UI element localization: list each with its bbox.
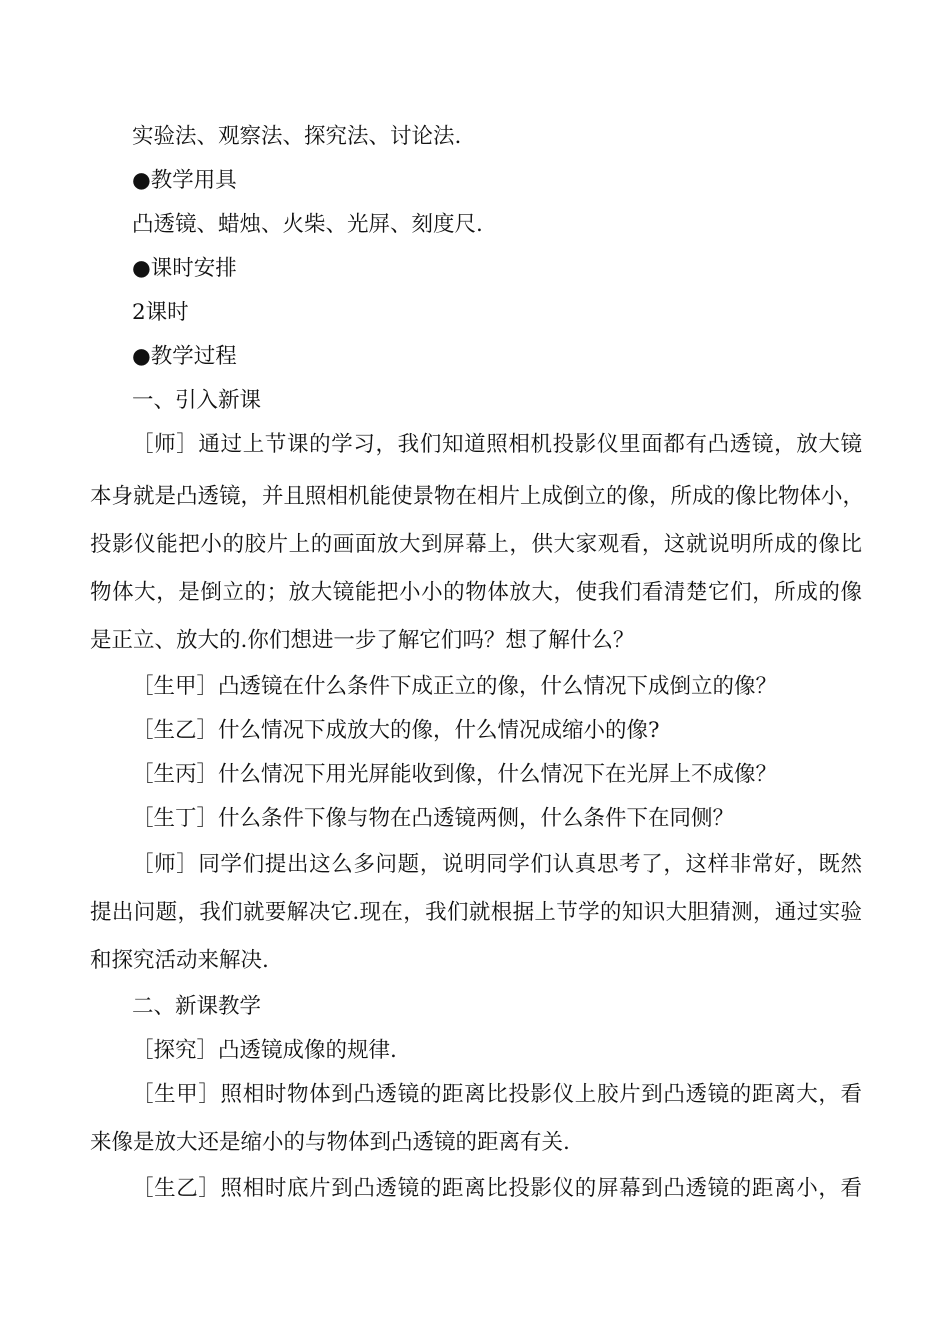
paragraph-line: ［师］同学们提出这么多问题，说明同学们认真思考了，这样非常好，既然: [132, 852, 862, 877]
dialogue-line: ［生丁］什么条件下像与物在凸透镜两侧，什么条件下在同侧？: [132, 806, 735, 831]
paragraph-line: 来像是放大还是缩小的与物体到凸透镜的距离有关.: [90, 1130, 570, 1155]
paragraph-line: 和探究活动来解决.: [90, 948, 269, 973]
section-heading-schedule: ●课时安排: [132, 256, 237, 281]
paragraph-line: 是正立、放大的.你们想进一步了解它们吗？想了解什么？: [90, 628, 635, 653]
methods-text: 实验法、观察法、探究法、讨论法.: [132, 124, 462, 149]
section-heading-tools: ●教学用具: [132, 168, 237, 193]
paragraph-line: 投影仪能把小的胶片上的画面放大到屏幕上，供大家观看，这就说明所成的像比: [90, 532, 862, 557]
paragraph-line: 物体大，是倒立的；放大镜能把小小的物体放大，使我们看清楚它们，所成的像: [90, 580, 862, 605]
tools-text: 凸透镜、蜡烛、火柴、光屏、刻度尺.: [132, 212, 483, 237]
dialogue-line: ［生甲］凸透镜在什么条件下成正立的像，什么情况下成倒立的像？: [132, 674, 778, 699]
schedule-text: 2课时: [132, 300, 189, 325]
dialogue-line: ［生丙］什么情况下用光屏能收到像，什么情况下在光屏上不成像？: [132, 762, 778, 787]
paragraph-line: ［生甲］照相时物体到凸透镜的距离比投影仪上胶片到凸透镜的距离大，看: [132, 1082, 862, 1107]
paragraph-line: ［生乙］照相时底片到凸透镜的距离比投影仪的屏幕到凸透镜的距离小，看: [132, 1176, 862, 1201]
paragraph-line: ［师］通过上节课的学习，我们知道照相机投影仪里面都有凸透镜，放大镜: [132, 432, 862, 457]
section-heading-process: ●教学过程: [132, 344, 237, 369]
dialogue-line: ［生乙］什么情况下成放大的像，什么情况成缩小的像?: [132, 718, 660, 743]
explore-line: ［探究］凸透镜成像的规律.: [132, 1038, 397, 1063]
paragraph-line: 本身就是凸透镜，并且照相机能使景物在相片上成倒立的像，所成的像比物体小，: [90, 484, 865, 509]
paragraph-line: 提出问题，我们就要解决它.现在，我们就根据上节学的知识大胆猜测，通过实验: [90, 900, 862, 925]
subheading-new-lesson: 二、新课教学: [132, 994, 262, 1019]
subheading-intro: 一、引入新课: [132, 388, 262, 413]
